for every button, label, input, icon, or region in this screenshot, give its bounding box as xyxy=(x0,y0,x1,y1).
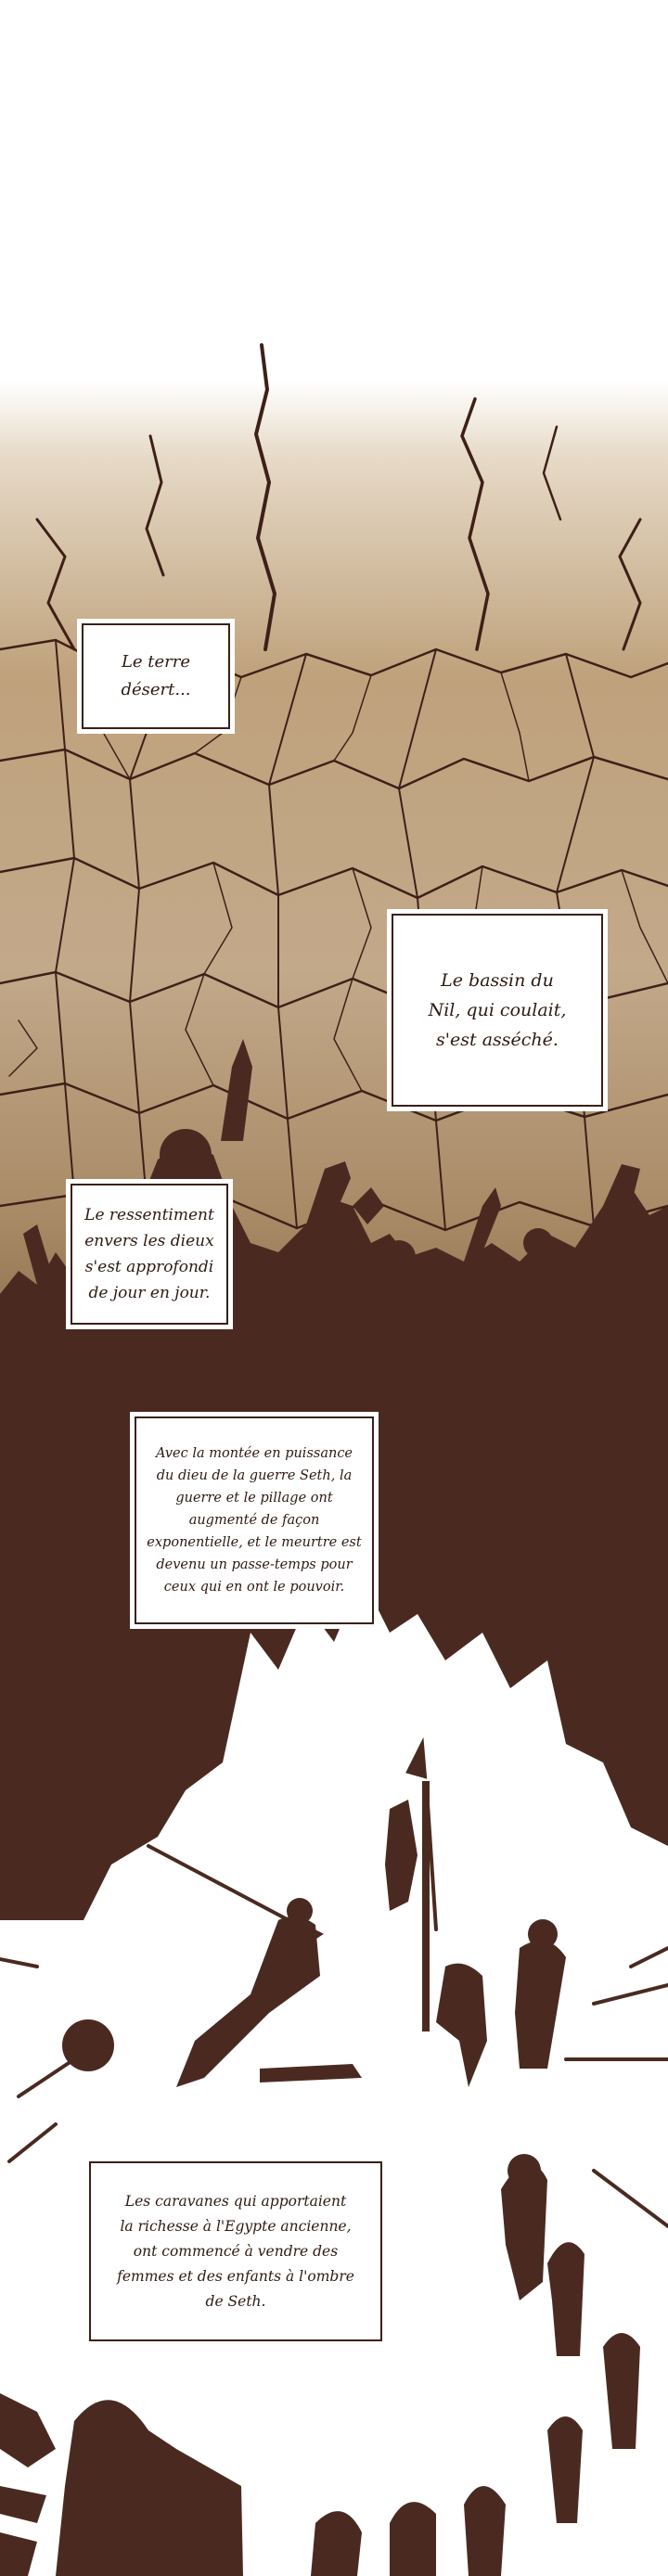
caption-resentment: Le ressentiment envers les dieux s'est approfondi de jour en jour. xyxy=(71,1184,228,1325)
caption-desert: Le terre désert... xyxy=(82,623,230,729)
caption-caravans: Les caravanes qui apportaient la richesse à l'Egypte ancienne, ont commencé à vendre des femmes et des enfants à l'ombre de Seth. xyxy=(89,2161,382,2341)
caption-seth-war: Avec la montée en puissance du dieu de la guerre Seth, la guerre et le pillage ont augmenté de façon exponentielle, et le meurtre est devenu un passe-temps pour ceux qui en ont le pouvoir. xyxy=(135,1416,374,1624)
caption-nile: Le bassin du Nil, qui coulait, s'est asséché. xyxy=(392,914,603,1107)
